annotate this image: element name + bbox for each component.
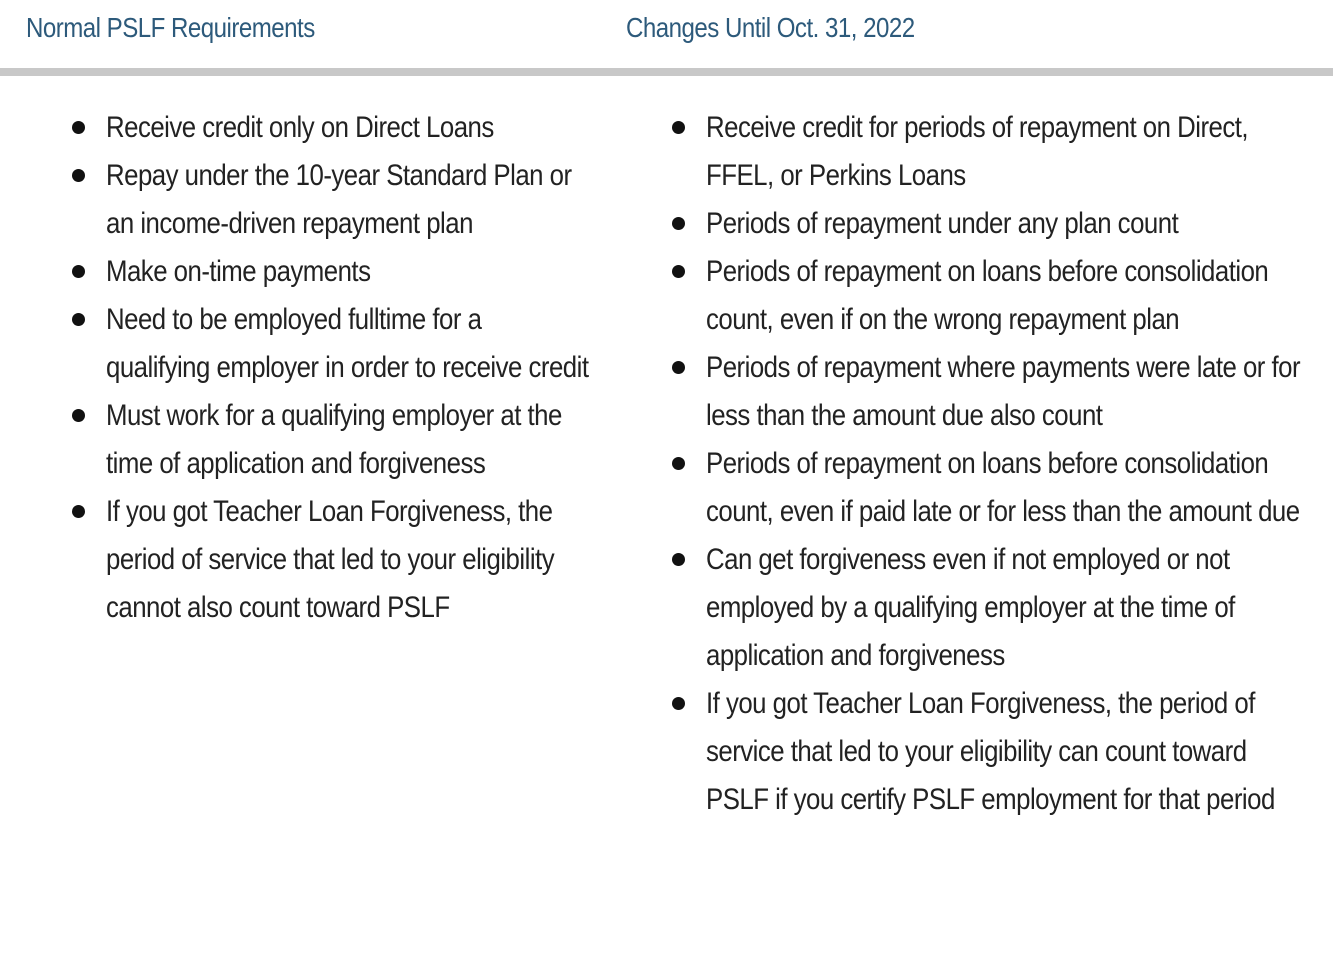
bullet-icon [72, 505, 85, 518]
list-item [72, 296, 592, 392]
column-header-changes: Changes Until Oct. 31, 2022 [626, 12, 915, 43]
bullet-icon [672, 697, 685, 710]
list-item-text: Can get forgiveness even if not employed or not employed by a qualifying employer at the time of application and forgiveness [706, 543, 1235, 672]
list-item-text: Need to be employed fulltime for a qualifying employer in order to receive credit [106, 303, 589, 384]
list-item-text: Receive credit for periods of repayment on Direct, FFEL, or Perkins Loans [706, 111, 1249, 192]
list-item-text: Periods of repayment where payments were late or for less than the amount due also count [706, 351, 1301, 432]
list-item-text: Periods of repayment on loans before consolidation count, even if paid late or for less than the amount due [706, 447, 1300, 528]
bullet-icon [672, 265, 685, 278]
bullet-icon [672, 361, 685, 374]
bullet-icon [672, 457, 685, 470]
list-item [72, 152, 592, 248]
list-item [672, 680, 1312, 824]
list-item [672, 536, 1312, 680]
list-item-text: Receive credit only on Direct Loans [106, 111, 494, 144]
normal-requirements-column [72, 104, 592, 632]
list-item-text: If you got Teacher Loan Forgiveness, the period of service that led to your eligibility can count toward PSLF if you certify PSLF employment for that period [706, 687, 1275, 816]
list-item-text: If you got Teacher Loan Forgiveness, the period of service that led to your eligibility cannot also count toward PSLF [106, 495, 555, 624]
list-item [72, 392, 592, 488]
bullet-icon [72, 313, 85, 326]
list-item [72, 488, 592, 632]
column-header-normal: Normal PSLF Requirements [26, 12, 315, 43]
list-item-text: Make on-time payments [106, 255, 371, 288]
list-item-text: Must work for a qualifying employer at the time of application and forgiveness [106, 399, 562, 480]
list-item-text: Repay under the 10-year Standard Plan or an income-driven repayment plan [106, 159, 572, 240]
list-item-text: Periods of repayment on loans before consolidation count, even if on the wrong repayment plan [706, 255, 1269, 336]
bullet-icon [72, 169, 85, 182]
bullet-icon [672, 121, 685, 134]
normal-requirements-list [72, 104, 592, 632]
list-item [672, 104, 1312, 200]
list-item [672, 440, 1312, 536]
list-item [672, 344, 1312, 440]
list-item [72, 248, 592, 296]
temporary-changes-list [672, 104, 1312, 824]
list-item-text: Periods of repayment under any plan count [706, 207, 1179, 240]
bullet-icon [72, 265, 85, 278]
header-divider [0, 68, 1333, 76]
bullet-icon [672, 217, 685, 230]
bullet-icon [672, 553, 685, 566]
list-item [72, 104, 592, 152]
temporary-changes-column [672, 104, 1312, 824]
bullet-icon [72, 409, 85, 422]
table-header-row [0, 0, 1342, 68]
bullet-icon [72, 121, 85, 134]
list-item [672, 248, 1312, 344]
list-item [672, 200, 1312, 248]
